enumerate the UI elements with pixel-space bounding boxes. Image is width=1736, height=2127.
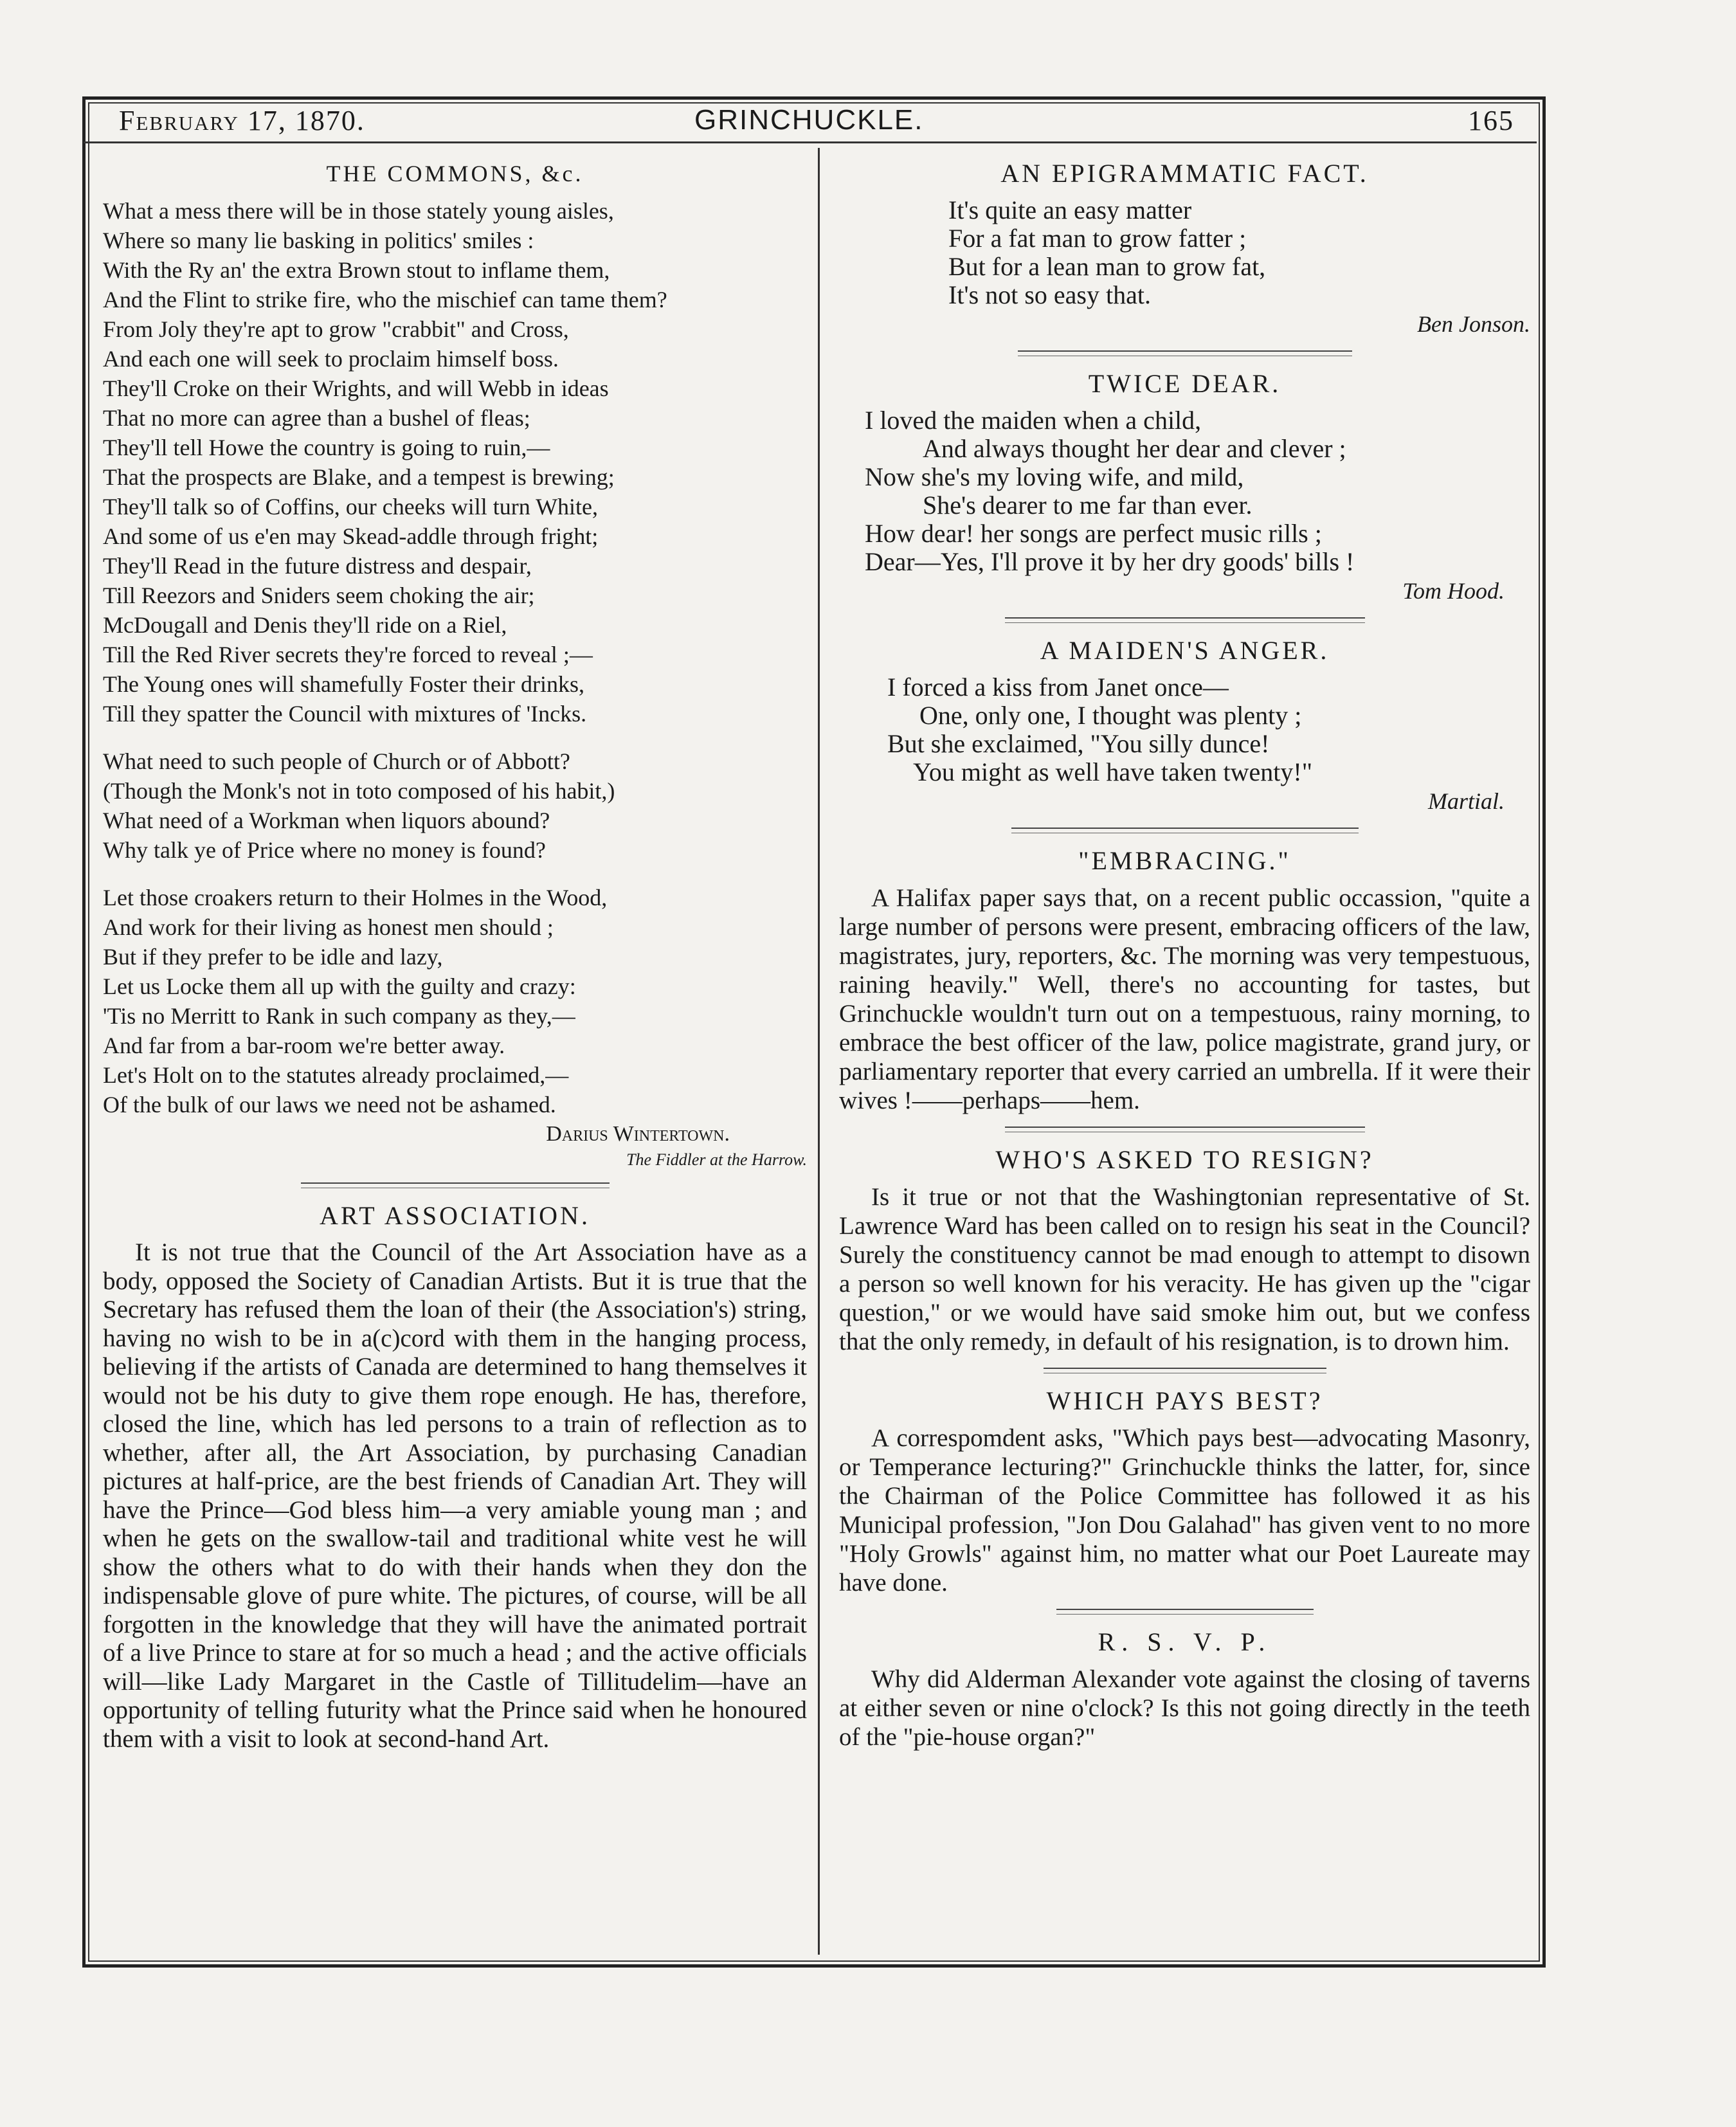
rsvp-title: R. S. V. P. [1098,1627,1272,1656]
verse-line: How dear! her songs are perfect music rills ; [865,519,1322,548]
section-rule [1011,828,1359,833]
pays-body: A correspomdent asks, "Which pays best—advocating Masonry, or Temperance lecturing?" Grinchuckle thinks the latter, for, since the Chairman of the Police Committee has followed it as his Municipal profession, "Jon Dou Galahad" has given vent to no more "Holy Growls" against him, no matter what our Poet Laureate may have done. [839,1424,1530,1597]
verse-line: They'll Read in the future distress and despair, [103,553,532,579]
verse-line: But if they prefer to be idle and lazy, [103,944,443,970]
verse-line: I forced a kiss from Janet once— [887,673,1229,701]
verse-line: With the Ry an' the extra Brown stout to inflame them, [103,257,610,283]
commons-title: THE COMMONS, &c. [326,161,584,186]
verse-line: From Joly they're apt to grow "crabbit" and Cross, [103,316,569,342]
section-rule [1005,1127,1365,1132]
verse-line: I loved the maiden when a child, [865,406,1202,435]
art-title: ART ASSOCIATION. [320,1201,590,1230]
verse-line: It's quite an easy matter [948,195,1192,224]
rsvp-body: Why did Alderman Alexander vote against the closing of taverns at either seven or nine o'clock? Is this not going directly in the teeth of the "pie-house organ?" [839,1665,1530,1751]
verse-line: Where so many lie basking in politics' smiles : [103,228,534,253]
epigram-author: Ben Jonson. [1417,311,1530,337]
verse-line: Till Reezors and Sniders seem choking the air; [103,583,535,608]
verse-line: And the Flint to strike fire, who the mischief can tame them? [103,287,667,312]
issue-date: February 17, 1870. [119,105,365,136]
column-divider [818,148,820,1955]
verse-line: It's not so easy that. [948,280,1151,309]
verse-line: But she exclaimed, "You silly dunce! [887,729,1270,758]
verse-line: Let's Holt on to the statutes already proclaimed,— [103,1062,569,1088]
commons-stanza-3 [103,883,807,1119]
resign-title: WHO'S ASKED TO RESIGN? [995,1145,1374,1174]
verse-line: Why talk ye of Price where no money is found? [103,837,546,863]
maiden-author: Martial. [1427,788,1505,814]
verse-line: Let those croakers return to their Holmes in the Wood, [103,885,608,910]
page-header [84,96,1537,143]
verse-line: What need to such people of Church or of Abbott? [103,748,570,774]
verse-line: And work for their living as honest men should ; [103,914,554,940]
commons-source: The Fiddler at the Harrow. [626,1150,807,1169]
verse-line: But for a lean man to grow fat, [948,252,1266,281]
verse-line: Now she's my loving wife, and mild, [865,462,1244,491]
verse-line: Dear—Yes, I'll prove it by her dry goods' bills ! [865,547,1355,576]
verse-line: They'll talk so of Coffins, our cheeks will turn White, [103,494,599,520]
verse-line: For a fat man to grow fatter ; [948,224,1247,253]
embracing-body: A Halifax paper says that, on a recent public occassion, "quite a large number of persons were present, embracing officers of the law, magistrates, jury, reporters, &c. The morning was very tempestuous, raining heavily." Well, there's no accounting for tastes, but Grinchuckle wouldn't turn out on a tempestuous, rainy morning, to embrace the best officer of the law, police magistrate, grand jury, or parliamentary reporter that every carried an umbrella. If it were their wives !——perhaps——hem. [839,884,1530,1114]
verse-line: The Young ones will shamefully Foster their drinks, [103,671,584,697]
twice-title: TWICE DEAR. [1088,369,1281,398]
maiden-verse [839,673,1530,786]
verse-line: One, only one, I thought was plenty ; [919,701,1302,730]
verse-line: What a mess there will be in those stately young aisles, [103,198,614,224]
epigram-verse [839,196,1530,309]
section-rule [1005,617,1365,623]
pays-title: WHICH PAYS BEST? [1046,1386,1323,1415]
verse-line: And some of us e'en may Skead-addle through fright; [103,523,599,549]
verse-line: That the prospects are Blake, and a tempest is brewing; [103,464,615,490]
commons-author: Darius Wintertown. [546,1122,730,1146]
masthead-title: GRINCHUCKLE. [694,104,924,136]
verse-line: Of the bulk of our laws we need not be ashamed. [103,1092,556,1118]
art-body: It is not true that the Council of the Art Association have as a body, opposed the Society of Canadian Artists. But it is true that the Secretary has refused them the loan of their (the Association's) string, having no wish to be in a(c)cord with them in the hanging process, believing if the artists of Canada are determined to hang themselves it would not be his duty to give them rope enough. He has, therefore, closed the line, which has led persons to a train of reflection as to whether, after all, the Art Association, by purchasing Canadian pictures at half-price, are the best friends of Canadian Art. They will have the Prince—God bless him—a very amiable young man ; and when he gets on the swallow-tail and traditional white vest he will show the others what to do with their hands when they don the indispensable glove of pure white. The pictures, of course, will be all forgotten in the knowledge that they will have the animated portrait of a live Prince to stare at for so much a head ; and the active officials will—like Lady Margaret in the Castle of Tillitudelim—have an opportunity of telling futurity what the Prince said when he honoured them with a visit to look at second-hand Art. [103,1238,807,1753]
section-rule [1018,350,1352,356]
verse-line: And each one will seek to proclaim himself boss. [103,346,559,372]
section-rule [1044,1368,1326,1373]
verse-line: Till the Red River secrets they're forced to reveal ;— [103,642,593,667]
page-number: 165 [1468,105,1514,136]
verse-line: They'll tell Howe the country is going to ruin,— [103,435,550,460]
embracing-title: "EMBRACING." [1078,846,1291,875]
maiden-title: A MAIDEN'S ANGER. [1040,636,1330,665]
verse-line: (Though the Monk's not in toto composed of his habit,) [103,778,615,804]
resign-body: Is it true or not that the Washingtonian representative of St. Lawrence Ward has been called on to resign his seat in the Council? Surely the constituency cannot be mad enough to attempt to disown a person so well known for his veracity. He has given up the "cigar question," or we would have said smoke him out, but we confess that the only remedy, in default of his resignation, is to drown him. [839,1183,1530,1355]
twice-verse [839,406,1530,576]
verse-line: McDougall and Denis they'll ride on a Riel, [103,612,507,638]
verse-line: What need of a Workman when liquors abound? [103,808,550,833]
verse-line: She's dearer to me far than ever. [923,491,1252,520]
section-rule [1056,1609,1314,1615]
verse-line: 'Tis no Merritt to Rank in such company as they,— [103,1003,575,1029]
verse-line: And far from a bar-room we're better away. [103,1033,505,1058]
commons-stanza-2 [103,747,807,865]
verse-line: Let us Locke them all up with the guilty and crazy: [103,973,576,999]
commons-stanza-1 [103,196,807,729]
epigram-title: AN EPIGRAMMATIC FACT. [1000,159,1369,188]
verse-line: Till they spatter the Council with mixtures of 'Incks. [103,701,587,727]
section-rule [301,1182,610,1188]
verse-line: That no more can agree than a bushel of fleas; [103,405,530,431]
verse-line: You might as well have taken twenty!" [913,757,1313,786]
twice-author: Tom Hood. [1402,578,1505,604]
verse-line: And always thought her dear and clever ; [923,434,1346,463]
verse-line: They'll Croke on their Wrights, and will Webb in ideas [103,376,609,401]
left-column [103,158,807,1753]
right-column [839,158,1530,1751]
